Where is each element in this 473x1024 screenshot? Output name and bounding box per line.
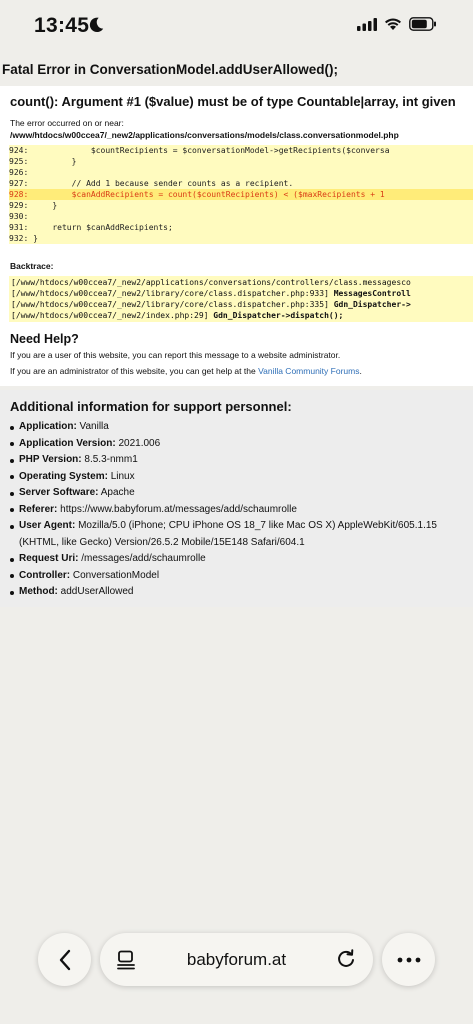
backtrace-line: [/www/htdocs/w00ccea7/_new2/applications/conversations/controllers/class.messagesco bbox=[11, 278, 411, 287]
status-time: 13:45 bbox=[34, 14, 90, 37]
backtrace-line: [/www/htdocs/w00ccea7/_new2/index.php:29] Gdn_Dispatcher->dispatch(); bbox=[11, 311, 344, 320]
reload-icon[interactable] bbox=[335, 948, 357, 970]
code-excerpt bbox=[9, 145, 473, 244]
vanilla-forums-link[interactable]: Vanilla Community Forums bbox=[258, 366, 360, 376]
support-title: Additional information for support personnel: bbox=[10, 399, 292, 414]
status-indicators bbox=[357, 17, 437, 31]
url-text: babyforum.at bbox=[186, 950, 287, 969]
support-info bbox=[0, 390, 473, 607]
info-item: Operating System: Linux bbox=[10, 469, 465, 486]
info-item: Application Version: 2021.006 bbox=[10, 436, 465, 453]
info-item: Method: addUserAllowed bbox=[10, 584, 465, 601]
info-item: PHP Version: 8.5.3-nmm1 bbox=[10, 452, 465, 469]
status-bar bbox=[0, 0, 473, 55]
info-item: Server Software: Apache bbox=[10, 485, 465, 502]
code-line: 927: // Add 1 because sender counts as a recipient. bbox=[9, 178, 473, 189]
info-list bbox=[10, 419, 465, 601]
occurred-label: The error occurred on or near: bbox=[10, 118, 124, 128]
info-item: User Agent: Mozilla/5.0 (iPhone; CPU iPhone OS 18_7 like Mac OS X) AppleWebKit/605.1.15 (KHTML, like Gecko) Version/26.5.2 Mobile/15E148 Safari/604.1 bbox=[10, 518, 465, 551]
backtrace-line: [/www/htdocs/w00ccea7/_new2/library/core/class.dispatcher.php:933] MessagesControll bbox=[11, 289, 411, 298]
browser-toolbar bbox=[0, 930, 473, 990]
file-path: /www/htdocs/w00ccea7/_new2/applications/conversations/models/class.conversationmodel.php bbox=[10, 130, 399, 140]
focus-moon-icon bbox=[87, 16, 105, 34]
back-button[interactable] bbox=[38, 933, 91, 986]
error-box bbox=[0, 86, 473, 386]
code-line: 931: return $canAddRecipients; bbox=[9, 222, 473, 233]
backtrace-label: Backtrace: bbox=[10, 261, 54, 271]
info-item: Referer: https://www.babyforum.at/messages/add/schaumrolle bbox=[10, 502, 465, 519]
info-item: Request Uri: /messages/add/schaumrolle bbox=[10, 551, 465, 568]
error-message: count(): Argument #1 ($value) must be of type Countable|array, int given bbox=[10, 94, 456, 109]
help-title: Need Help? bbox=[10, 332, 79, 346]
page-header bbox=[0, 55, 473, 83]
code-line: 930: bbox=[9, 211, 473, 222]
code-line-highlighted: 928: $canAddRecipients = count($countRecipients) < ($maxRecipients + 1 bbox=[9, 189, 473, 200]
backtrace bbox=[9, 276, 473, 322]
help-user-text: If you are a user of this website, you can report this message to a website administrator. bbox=[10, 350, 341, 360]
battery-icon bbox=[409, 17, 437, 31]
info-item: Application: Vanilla bbox=[10, 419, 465, 436]
code-line: 932: } bbox=[9, 233, 473, 244]
chevron-left-icon bbox=[58, 949, 72, 971]
info-item: Controller: ConversationModel bbox=[10, 568, 465, 585]
backtrace-line: [/www/htdocs/w00ccea7/_new2/library/core/class.dispatcher.php:335] Gdn_Dispatcher-> bbox=[11, 300, 411, 309]
address-bar[interactable] bbox=[100, 933, 373, 986]
code-line: 926: bbox=[9, 167, 473, 178]
cellular-signal-icon bbox=[357, 18, 377, 31]
help-admin-text: If you are an administrator of this website, you can get help at the Vanilla Community Forums. bbox=[10, 366, 362, 376]
fatal-error-title: Fatal Error in ConversationModel.addUserAllowed(); bbox=[2, 62, 339, 77]
code-line: 925: } bbox=[9, 156, 473, 167]
code-line: 924: $countRecipients = $conversationModel->getRecipients($conversa bbox=[9, 145, 473, 156]
code-line: 929: } bbox=[9, 200, 473, 211]
more-button[interactable] bbox=[382, 933, 435, 986]
more-dots-icon bbox=[397, 957, 421, 963]
wifi-icon bbox=[384, 17, 402, 31]
